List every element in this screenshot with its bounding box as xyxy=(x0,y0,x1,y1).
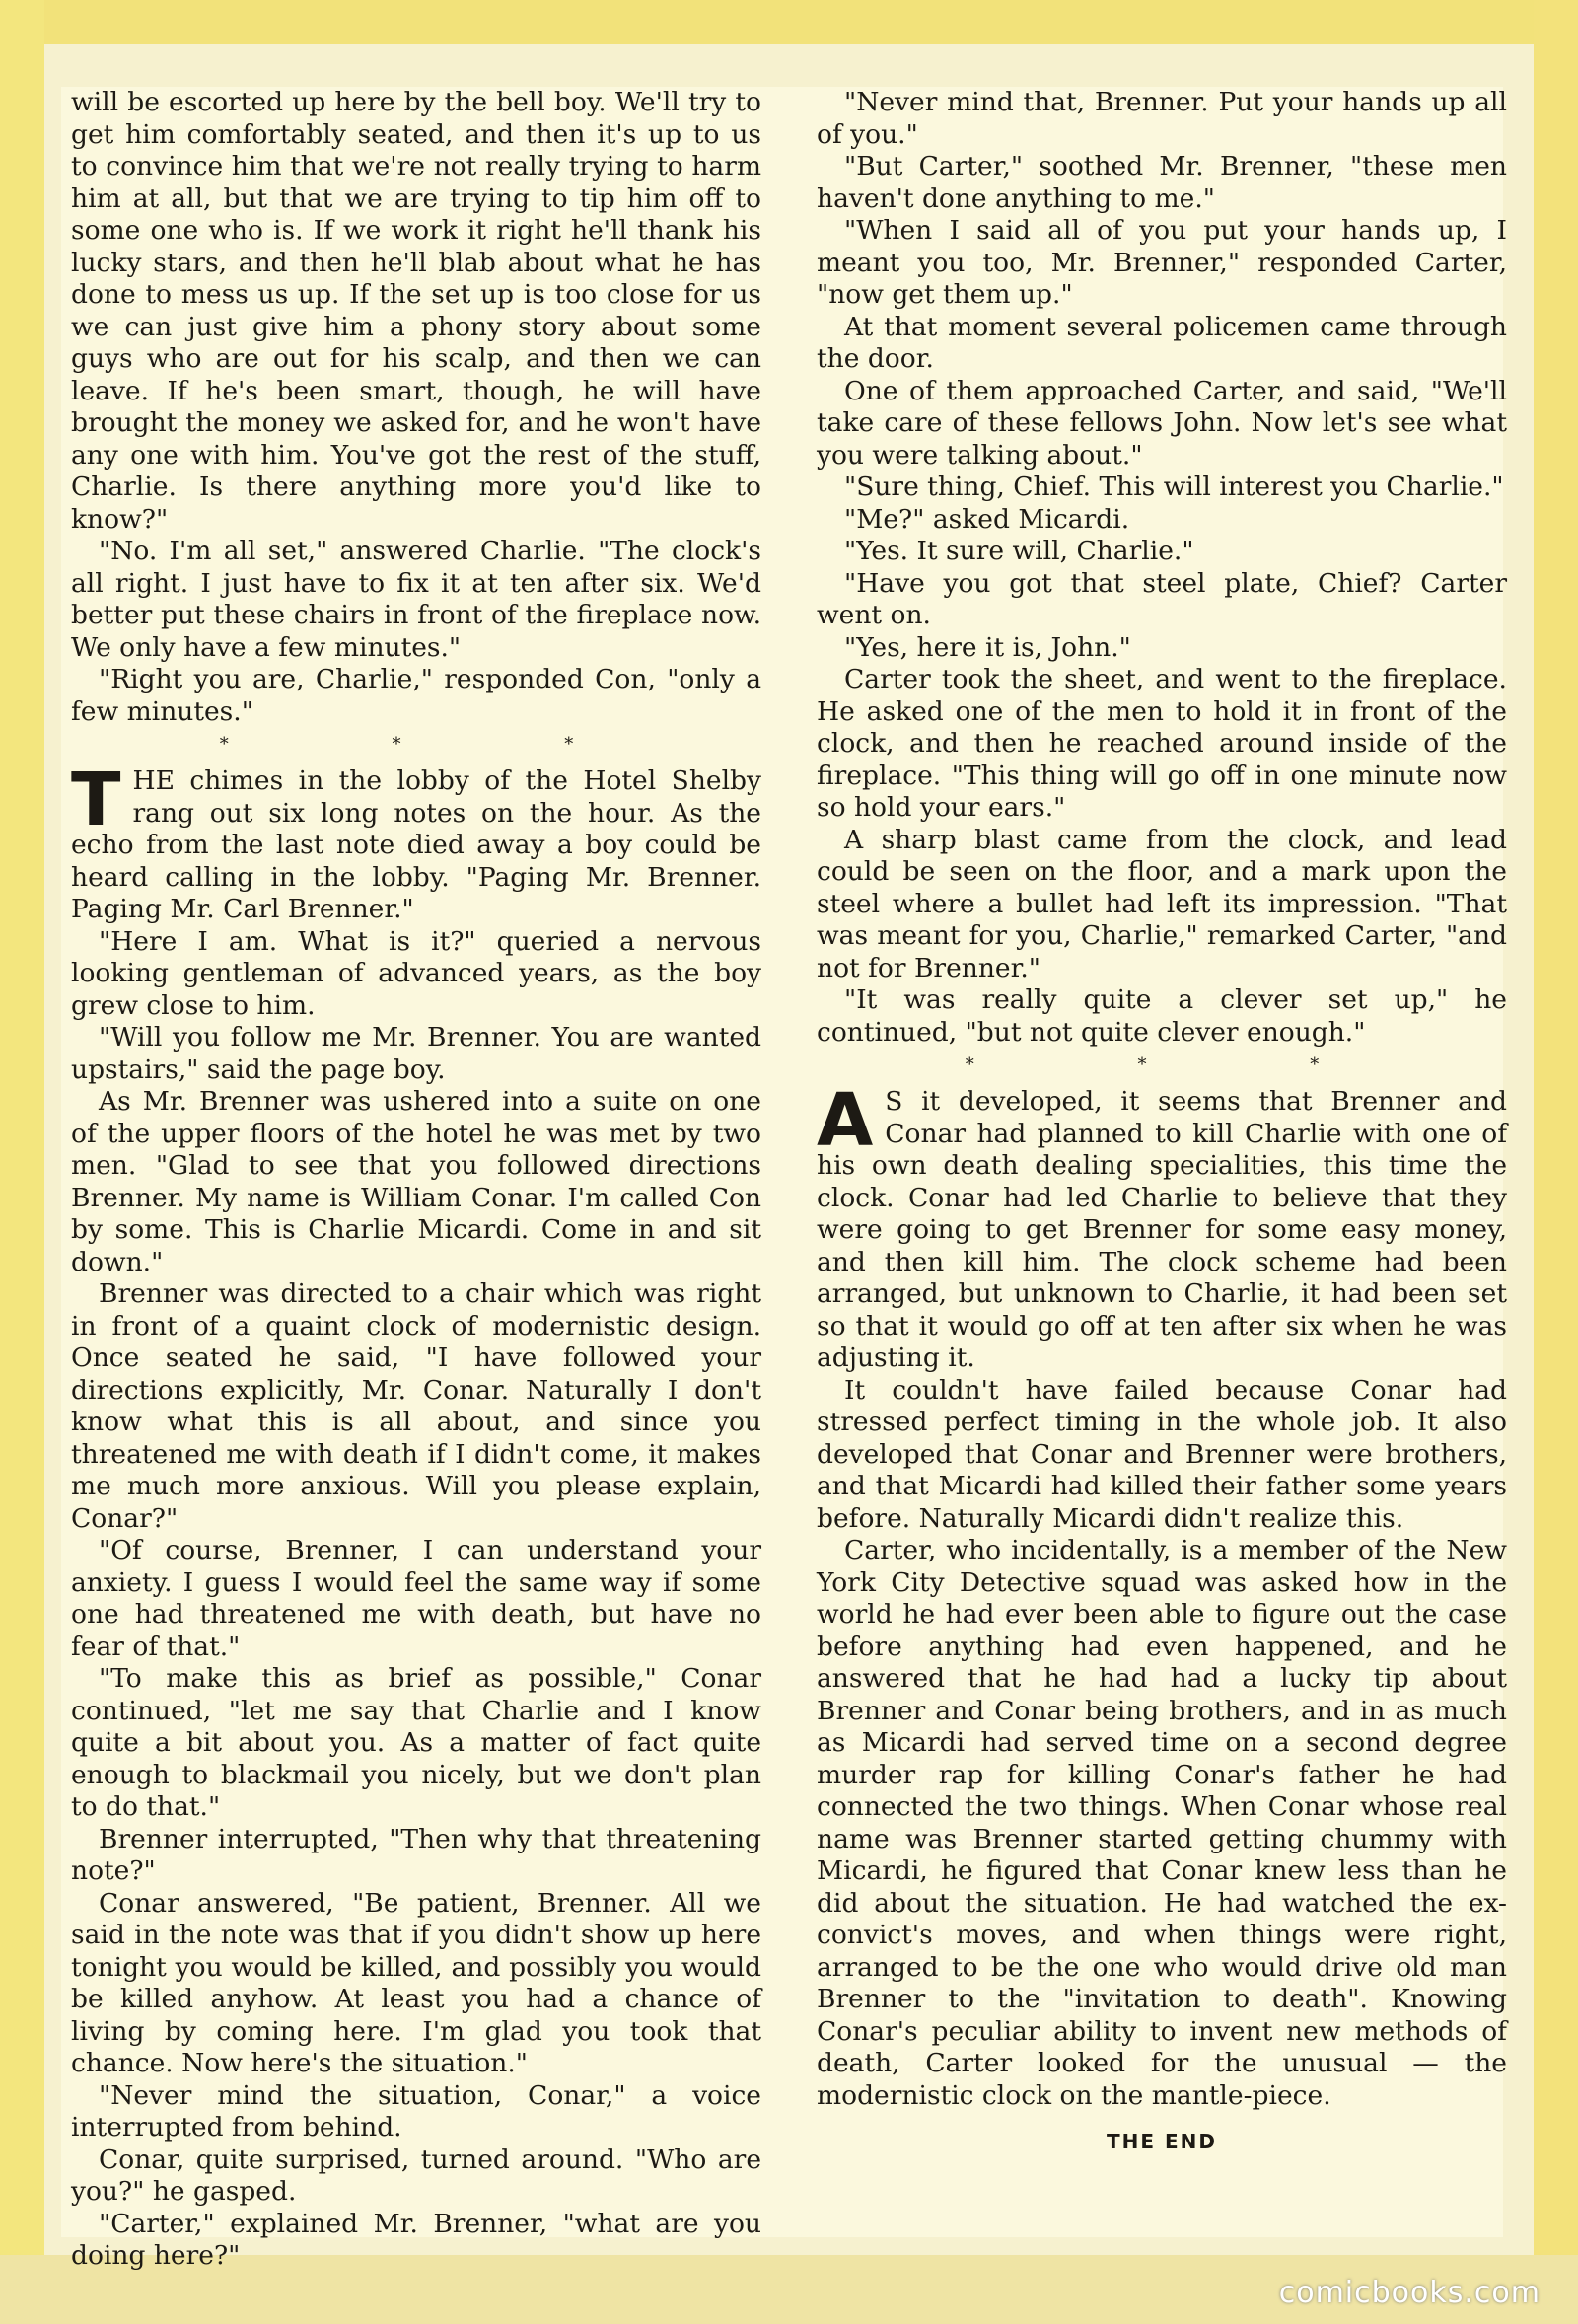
paragraph: "Carter," explained Mr. Brenner, "what are you doing here?" xyxy=(71,2208,761,2271)
the-end-label: THE END xyxy=(1106,2130,1217,2153)
right-column xyxy=(817,87,1507,2158)
left-border xyxy=(0,0,44,2324)
paragraph: "Yes. It sure will, Charlie." xyxy=(844,536,1194,566)
paragraph: "Sure thing, Chief. This will interest you Charlie." xyxy=(844,472,1504,502)
paragraph-with-dropcap xyxy=(71,758,761,926)
paragraph: "No. I'm all set," answered Charlie. "The clock's all right. I just have to fix it at ten after six. We'd better put these chairs in front of the fireplace now. We only have a few minutes." xyxy=(71,536,761,663)
paragraph: "Have you got that steel plate, Chief? Carter went on. xyxy=(817,567,1507,630)
paragraph: "Here I am. What is it?" queried a nervous looking gentleman of advanced years, as the boy grew close to him. xyxy=(71,925,761,1021)
top-border xyxy=(0,0,1578,44)
paragraph: "Never mind that, Brenner. Put your hands up all of you." xyxy=(817,87,1507,150)
paragraph-with-dropcap xyxy=(817,1078,1507,1375)
paragraph-text: S it developed, it seems that Brenner and Conar had planned to kill Charlie with one of his own death dealing specialities, this time the clock. Conar had led Charlie to believe that they were going to get Brenner for some easy money, and then kill him. The clock scheme had been arranged, but unknown to Charlie, it had been set so that it would go off at ten after six when he was adjusting it. xyxy=(817,1086,1507,1373)
paragraph: It couldn't have failed because Conar had stressed perfect timing in the whole job. It also developed that Conar and Brenner were brothers, and that Micardi had killed their father some years before. Naturally Micardi didn't realize this. xyxy=(817,1374,1507,1534)
paragraph: "Will you follow me Mr. Brenner. You are wanted upstairs," said the page boy. xyxy=(71,1022,761,1085)
paragraph: Conar, quite surprised, turned around. "Who are you?" he gasped. xyxy=(71,2143,761,2207)
drop-cap: A xyxy=(817,1078,874,1163)
drop-cap: T xyxy=(71,758,121,842)
paragraph: "But Carter," soothed Mr. Brenner, "these men haven't done anything to me." xyxy=(817,151,1507,214)
paragraph: One of them approached Carter, and said, "We'll take care of these fellows John. Now let's see what you were talking about." xyxy=(817,375,1507,471)
paragraph: Brenner interrupted, "Then why that threatening note?" xyxy=(71,1823,761,1886)
paragraph: "It was really quite a clever set up," he continued, "but not quite clever enough." xyxy=(817,984,1507,1048)
paragraph: "Never mind the situation, Conar," a voice interrupted from behind. xyxy=(71,2079,761,2142)
paragraph: Brenner was directed to a chair which was right in front of a quaint clock of modernistic design. Once seated he said, "I have followed your directions explicitly, Mr. Conar. Naturally I don't know what this is all about, and since you threatened me with death if I didn't come, it makes me much more anxious. Will you please explain, Conar?" xyxy=(71,1278,761,1534)
section-separator: * * * xyxy=(965,1054,1399,1075)
paragraph: As Mr. Brenner was ushered into a suite on one of the upper floors of the hotel he was met by two men. "Glad to see that you followed directions Brenner. My name is William Conar. I'm called Con by some. This is Charlie Micardi. Come in and sit down." xyxy=(71,1086,761,1277)
paragraph: "Of course, Brenner, I can understand your anxiety. I guess I would feel the same way if some one had threatened me with death, but have no fear of that." xyxy=(71,1535,761,1662)
site-watermark: comicbooks.com xyxy=(1278,2276,1541,2310)
right-border xyxy=(1534,0,1578,2324)
paragraph: "Yes, here it is, John." xyxy=(844,631,1131,663)
paragraph: Carter, who incidentally, is a member of the New York City Detective squad was asked how in the world he had ever been able to figure out the case before anything had even happened, and he answered that he had had a lucky tip about Brenner and Conar being brothers, and in as much as Micardi had served time on a second degree murder rap for killing Conar's father he had connected the two things. When Conar whose real name was Brenner started getting chummy with Micardi, he figured that Conar knew less than he did about the situation. He had watched the ex-convict's moves, and when things were right, arranged to be the one who would drive old man Brenner to the "invitation to death". Knowing Conar's peculiar ability to invent new methods of death, Carter looked for the unusual — the modernistic clock on the mantle-piece. xyxy=(817,1535,1507,2111)
paragraph: A sharp blast came from the clock, and lead could be seen on the floor, and a mark upon the steel where a bullet had left its impression. "That was meant for you, Charlie," remarked Carter, "and not for Brenner." xyxy=(817,824,1507,983)
paragraph: "To make this as brief as possible," Conar continued, "let me say that Charlie and I know quite a bit about you. As a matter of fact quite enough to blackmail you nicely, but we don't plan to do that." xyxy=(71,1663,761,1822)
paragraph: "Right you are, Charlie," responded Con, "only a few minutes." xyxy=(71,664,761,727)
paragraph: "Me?" asked Micardi. xyxy=(844,503,1130,535)
paragraph: "When I said all of you put your hands up, I meant you too, Mr. Brenner," responded Carter, "now get them up." xyxy=(817,215,1507,310)
paragraph: At that moment several policemen came through the door. xyxy=(817,311,1507,374)
paragraph: will be escorted up here by the bell boy. We'll try to get him comfortably seated, and then it's up to us to convince him that we're not really trying to harm him at all, but that we are trying to tip him off to some one who is. If we work it right he'll thank his lucky stars, and then he'll blab about what he has done to mess us up. If the set up is too close for us we can just give him a phony story about some guys who are out for his scalp, and then we can leave. If he's been smart, though, he will have brought the money we asked for, and he won't have any one with him. You've got the rest of the stuff, Charlie. Is there anything more you'd like to know?" xyxy=(71,87,761,535)
paragraph: Carter took the sheet, and went to the fireplace. He asked one of the men to hold it in front of the clock, and then he reached around inside of the fireplace. "This thing will go off in one minute now so hold your ears." xyxy=(817,664,1507,823)
section-separator: * * * xyxy=(219,734,653,755)
story-page xyxy=(61,87,1507,2271)
paragraph: Conar answered, "Be patient, Brenner. All we said in the note was that if you didn't show up here tonight you would be killed, and possibly you would be killed anyhow. At least you had a chance of living by coming here. I'm glad you took that chance. Now here's the situation." xyxy=(71,1887,761,2078)
paragraph-text: HE chimes in the lobby of the Hotel Shelby rang out six long notes on the hour. As the echo from the last note died away a boy could be heard calling in the lobby. "Paging Mr. Brenner. Paging Mr. Carl Brenner." xyxy=(71,765,761,924)
left-column xyxy=(71,87,761,2273)
